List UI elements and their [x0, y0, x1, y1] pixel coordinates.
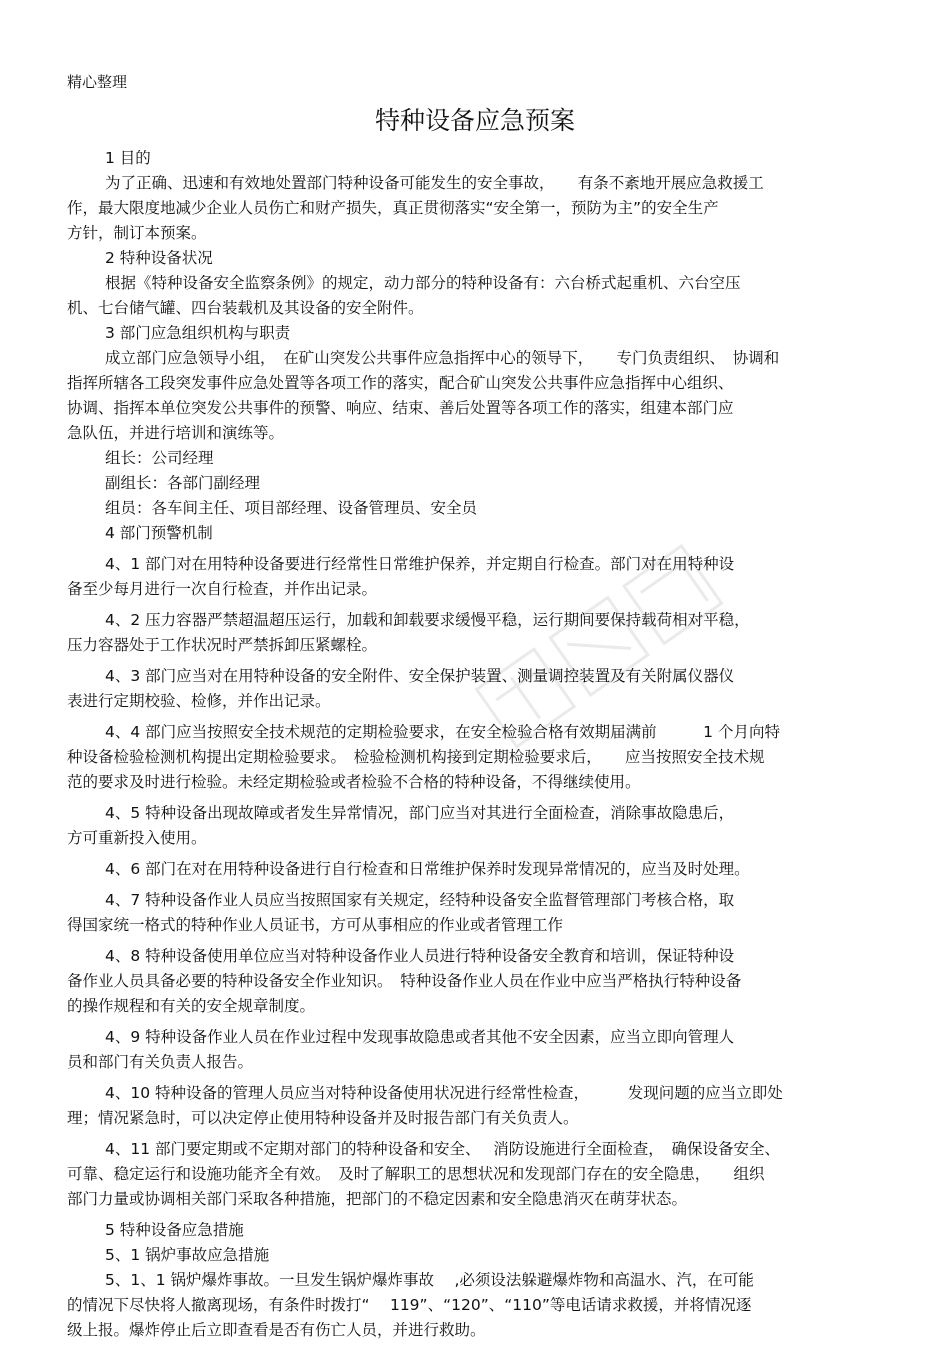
text-line: 机、七台储气罐、四台装载机及其设备的安全附件。	[67, 299, 424, 317]
text-line: 根据《特种设备安全监察条例》的规定，动力部分的特种设备有：六台桥式起重机、六台空压	[105, 274, 741, 292]
header-note: 精心整理	[67, 73, 128, 91]
text-line: 理；情况紧急时，可以决定停止使用特种设备并及时报告部门有关负责人。	[67, 1109, 579, 1127]
text-line: 4、11 部门要定期或不定期对部门的特种设备和安全、 消防设施进行全面检查， 确保设备安全、	[105, 1140, 780, 1158]
text-line: 种设备检验检测机构提出定期检验要求。 检验检测机构接到定期检验要求后， 应当按照安全技术规	[67, 748, 765, 766]
text-line: 4、5 特种设备出现故障或者发生异常情况，部门应当对其进行全面检查，消除事故隐患后，	[105, 804, 735, 822]
text-line: 协调、指挥本单位突发公共事件的预警、响应、结束、善后处置等各项工作的落实，组建本部门应	[67, 399, 734, 417]
text-line: 可靠、稳定运行和设施功能齐全有效。 及时了解职工的思想状况和发现部门存在的安全隐患， 组织	[67, 1165, 765, 1183]
text-line: 部门力量或协调相关部门采取各种措施，把部门的不稳定因素和安全隐患消灭在萌芽状态。	[67, 1190, 688, 1208]
text-line: 得国家统一格式的特种作业人员证书，方可从事相应的作业或者管理工作	[67, 916, 564, 934]
text-line: 4、9 特种设备作业人员在作业过程中发现事故隐患或者其他不安全因素，应当立即向管理人	[105, 1028, 735, 1046]
text-line: 4、7 特种设备作业人员应当按照国家有关规定，经特种设备安全监督管理部门考核合格，取	[105, 891, 735, 909]
text-line: 组员：各车间主任、项目部经理、设备管理员、安全员	[105, 499, 478, 517]
text-line: 作，最大限度地减少企业人员伤亡和财产损失，真正贯彻落实“安全第一，预防为主”的安全生产	[67, 199, 719, 217]
text-line: 4、8 特种设备使用单位应当对特种设备作业人员进行特种设备安全教育和培训，保证特种设	[105, 947, 735, 965]
text-line: 4 部门预警机制	[105, 524, 213, 542]
text-line: 3 部门应急组织机构与职责	[105, 324, 291, 342]
text-line: 5、1 锅炉事故应急措施	[105, 1246, 270, 1264]
text-line: 级上报。爆炸停止后立即查看是否有伤亡人员，并进行救助。	[67, 1321, 486, 1339]
text-line: 方针，制订本预案。	[67, 224, 207, 242]
text-line: 2 特种设备状况	[105, 249, 213, 267]
text-line: 4、1 部门对在用特种设备要进行经常性日常维护保养，并定期自行检查。部门对在用特种设	[105, 555, 735, 573]
text-line: 备作业人员具备必要的特种设备安全作业知识。 特种设备作业人员在作业中应当严格执行特种设备	[67, 972, 742, 990]
text-line: 的情况下尽快将人撤离现场，有条件时拨打“ 119”、“120”、“110”等电话请求救援，并将情况逐	[67, 1296, 752, 1314]
text-line: 5、1、1 锅炉爆炸事故。一旦发生锅炉爆炸事故 ,必须设法躲避爆炸物和高温水、汽，在可能	[105, 1271, 754, 1289]
text-line: 方可重新投入使用。	[67, 829, 207, 847]
text-line: 5 特种设备应急措施	[105, 1221, 244, 1239]
text-line: 范的要求及时进行检验。未经定期检验或者检验不合格的特种设备，不得继续使用。	[67, 773, 641, 791]
text-line: 4、6 部门在对在用特种设备进行自行检查和日常维护保养时发现异常情况的，应当及时处理。	[105, 860, 750, 878]
text-line: 4、4 部门应当按照安全技术规范的定期检验要求，在安全检验合格有效期届满前 1 个月向特	[105, 723, 780, 741]
text-line: 成立部门应急领导小组， 在矿山突发公共事件应急指挥中心的领导下， 专门负责组织、 协调和	[105, 349, 780, 367]
text-line: 压力容器处于工作状况时严禁拆卸压紧螺栓。	[67, 636, 378, 654]
document-body	[67, 146, 882, 1343]
text-line: 1 目的	[105, 149, 151, 167]
text-line: 员和部门有关负责人报告。	[67, 1053, 254, 1071]
text-line: 4、10 特种设备的管理人员应当对特种设备使用状况进行经常性检查， 发现问题的应当立即处	[105, 1084, 783, 1102]
text-line: 的操作规程和有关的安全规章制度。	[67, 997, 316, 1015]
text-line: 4、2 压力容器严禁超温超压运行，加载和卸载要求缓慢平稳，运行期间要保持载荷相对平稳，	[105, 611, 750, 629]
text-line: 4、3 部门应当对在用特种设备的安全附件、安全保护装置、测量调控装置及有关附属仪器仪	[105, 667, 735, 685]
text-line: 指挥所辖各工段突发事件应急处置等各项工作的落实，配合矿山突发公共事件应急指挥中心组织、	[67, 374, 734, 392]
text-line: 组长：公司经理	[105, 449, 214, 467]
text-line: 为了正确、迅速和有效地处置部门特种设备可能发生的安全事故， 有条不紊地开展应急救援工	[105, 174, 764, 192]
page-title: 特种设备应急预案	[374, 106, 575, 135]
text-line: 急队伍，并进行培训和演练等。	[67, 424, 285, 442]
text-line: 副组长：各部门副经理	[105, 474, 261, 492]
text-line: 表进行定期校验、检修，并作出记录。	[67, 692, 331, 710]
text-line: 备至少每月进行一次自行检查，并作出记录。	[67, 580, 378, 598]
